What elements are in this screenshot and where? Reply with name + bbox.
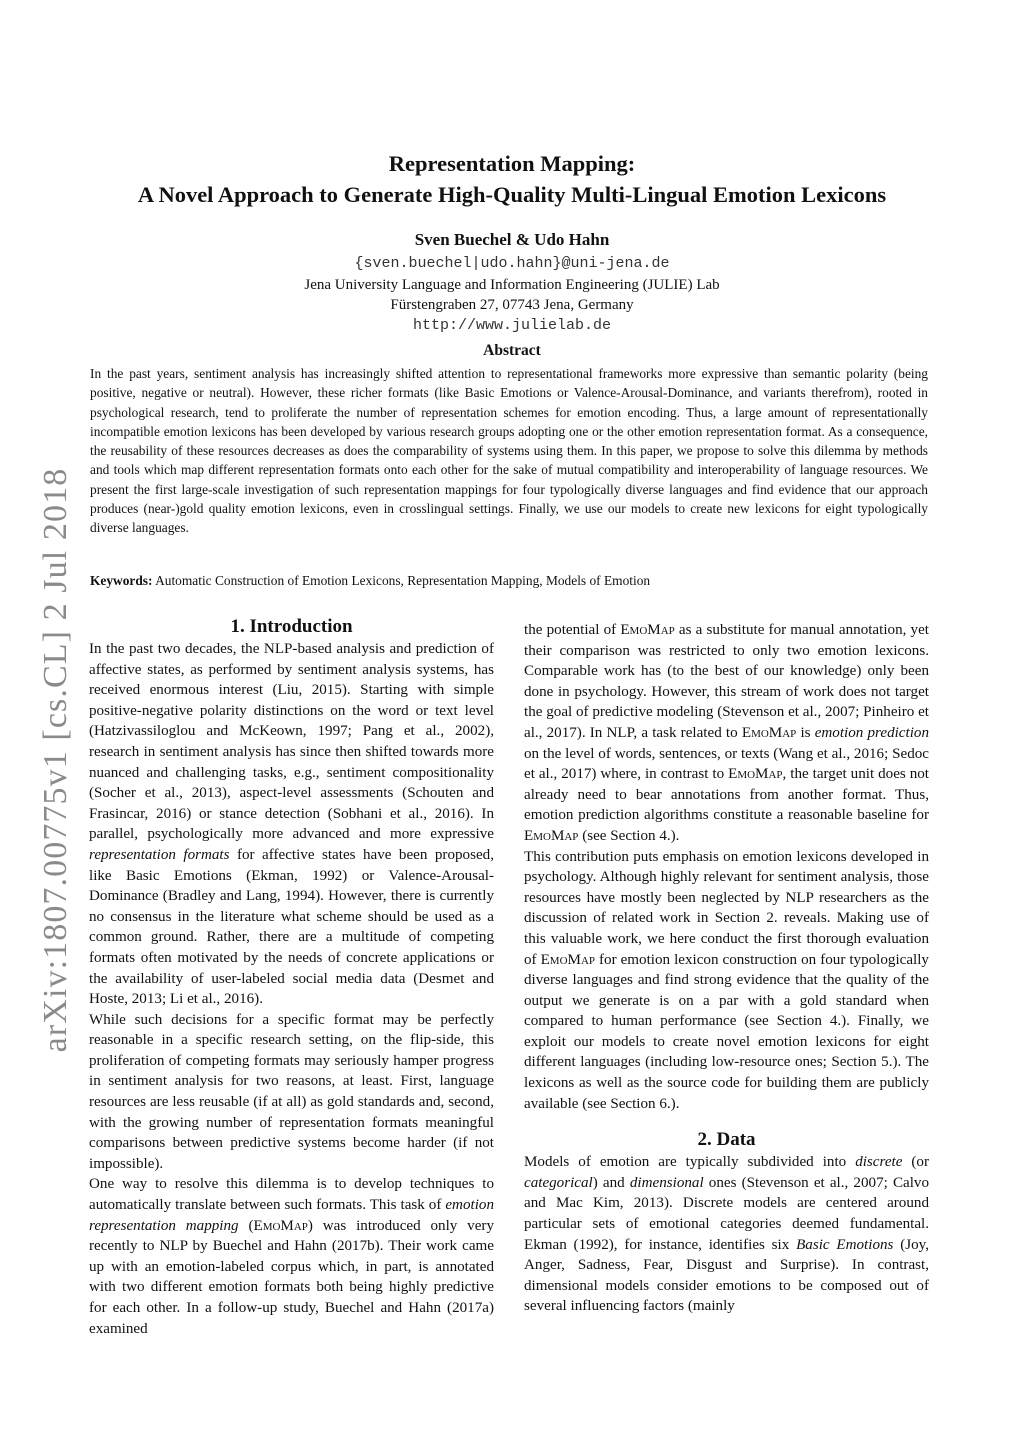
- data-p1-em-categorical: categorical: [524, 1174, 593, 1191]
- data-p1-text-b: (or: [902, 1154, 930, 1171]
- intro-paragraph-2: While such decisions for a specific format may be perfectly reasonable in a specific research setting, on the flip-side, this proliferation of competing formats may seriously hamper progress in sentiment analysis for two reasons, at least. First, language resources are less reusable (if at all) as gold standards and, second, with the growing number of representation formats meaningful comparisons between predictive systems become harder (if not impossible).: [89, 1011, 494, 1172]
- author-emails: {sven.buechel|udo.hahn}@uni-jena.de: [354, 255, 670, 272]
- emomap-term: EmoMap: [540, 951, 596, 968]
- emomap-term: EmoMap: [741, 724, 797, 741]
- affiliation-block: [0, 254, 1024, 336]
- intro-paragraph-4: [524, 620, 929, 847]
- data-p1-em-discrete: discrete: [855, 1154, 903, 1171]
- emomap-term: EmoMap: [620, 622, 675, 638]
- section-spacer: [524, 1114, 929, 1128]
- intro-p3-text-b: (: [238, 1217, 254, 1234]
- intro-p5-text-b: for emotion lexicon construction on four typologically diverse languages and find strong evidence that the quality of the output we generate is on a par with a gold standard when compared to human performance (see Section 4.). Finally, we exploit our models to create novel emotion lexicons for eight different languages (including low-resource ones; Section 5.). The lexicons as well as the source code for building them are publicly available (see Section 6.).: [524, 951, 929, 1112]
- intro-p5-text-a: This contribution puts emphasis on emotion lexicons developed in psychology. Although highly relevant for sentiment analysis, those resources have mostly been neglected by NLP researchers as the discussion of related work in Section 2. reveals. Making use of this valuable work, we here conduct the first thorough evaluation of: [524, 848, 929, 968]
- data-p1-em-dimensional: dimensional: [629, 1174, 704, 1191]
- paper-title: [0, 148, 1024, 210]
- intro-p3-text-a: One way to resolve this dilemma is to develop techniques to automatically translate between such formats. This task of: [89, 1176, 494, 1214]
- intro-paragraph-5: [524, 847, 929, 1115]
- keywords-label: Keywords:: [90, 573, 153, 588]
- intro-p1-text-a: In the past two decades, the NLP-based analysis and prediction of affective states, as performed by sentiment analysis systems, has received enormous interest (Liu, 2015). Starting with simple positive-negative polarity distinctions on the word or text level (Hatzivassiloglou and McKeown, 1997; Pang et al., 2002), research in sentiment analysis has since then shifted towards more nuanced and challenging tasks, e.g., sentiment compositionality (Socher et al., 2013), aspect-level assessments (Schouten and Frasincar, 2016) or stance detection (Sobhani et al., 2016). In parallel, psychologically more advanced and more expressive: [89, 641, 494, 843]
- emomap-term: EmoMap: [253, 1217, 308, 1234]
- emomap-term: EmoMap: [524, 827, 579, 844]
- authors: Sven Buechel & Udo Hahn: [414, 230, 610, 249]
- intro-paragraph-1: [89, 639, 494, 1010]
- data-p1-em-basic-emotions: Basic Emotions: [796, 1236, 894, 1253]
- intro-p4-text-c: is: [796, 724, 815, 741]
- intro-p4-text-d: on the level of words, sentences, or texts (Wang et al., 2016; Sedoc et al., 2017) where, in contrast to: [524, 745, 929, 783]
- abstract-text: In the past years, sentiment analysis has increasingly shifted attention to representational frameworks more expressive than semantic polarity (being positive, negative or neutral). However, these richer formats (like Basic Emotions or Valence-Arousal-Dominance, and variants therefrom), rooted in psychological research, tend to proliferate the number of representation schemes for emotion encoding. Thus, a large amount of representationally incompatible emotion lexicons has been developed by various research groups adopting one or the other emotion representation format. As a consequence, the reusability of these resources decreases as does the comparability of systems using them. In this paper, we propose to solve this dilemma by methods and tools which map different representation formats onto each other for the sake of mutual compatibility and interoperability of language resources. We present the first large-scale investigation of such representation mappings for four typologically diverse languages and find evidence that our approach produces (near-)gold quality emotion lexicons, even in crosslingual settings. Finally, we use our models to create new lexicons for eight typologically diverse languages.: [90, 366, 928, 536]
- section-2-heading: 2. Data: [697, 1129, 756, 1151]
- section-1-heading: 1. Introduction: [230, 616, 353, 637]
- keywords: [90, 571, 928, 590]
- intro-p3-text-c: ) was introduced only very recently to NLP by Buechel and Hahn (2017b). Their work came up with an emotion-labeled corpus which, in part, is annotated with two different emotion formats both being highly predictive for each other. In a follow-up study, Buechel and Hahn (2017a) examined: [89, 1217, 494, 1337]
- intro-paragraph-3: [89, 1174, 494, 1339]
- keywords-text: Automatic Construction of Emotion Lexicons, Representation Mapping, Models of Emotion: [155, 573, 651, 588]
- data-paragraph-1: [524, 1152, 929, 1317]
- intro-p3-emphasis: emotion representation mapping: [89, 1197, 494, 1234]
- intro-p4-text-a: the potential of: [524, 622, 621, 638]
- title-line-2: A Novel Approach to Generate High-Quality Multi-Lingual Emotion Lexicons: [137, 182, 887, 207]
- intro-p4-text-b: as a substitute for manual annotation, yet their comparison was restricted to only two emotion lexicons. Comparable work has (to the best of our knowledge) only been done in psychology. However, this stream of work does not target the goal of predictive modeling (Stevenson et al., 2007; Pinheiro et al., 2017). In NLP, a task related to: [524, 622, 929, 741]
- address: Fürstengraben 27, 07743 Jena, Germany: [390, 297, 634, 313]
- left-column: [89, 615, 494, 1339]
- data-p1-text-e: (Joy, Anger, Sadness, Fear, Disgust and Surprise). In contrast, dimensional models consider emotions to be composed out of several influencing factors (mainly: [524, 1236, 929, 1315]
- affiliation: Jena University Language and Information Engineering (JULIE) Lab: [304, 276, 720, 293]
- lab-url[interactable]: http://www.julielab.de: [412, 316, 612, 334]
- intro-p1-text-b: for affective states have been proposed, like Basic Emotions (Ekman, 1992) or Valence-Arousal-Dominance (Bradley and Lang, 1994). However, there is currently no consensus in the literature what scheme should be used as a common ground. Rather, there are a multitude of competing formats often motivated by the needs of concrete applications or the availability of user-labeled social media data (Desmet and Hoste, 2013; Li et al., 2016).: [89, 846, 494, 1008]
- intro-p4-emphasis: emotion prediction: [814, 724, 929, 741]
- data-p1-text-d: ones (Stevenson et al., 2007; Calvo and Mac Kim, 2013). Discrete models are centered around particular sets of emotional categories deemed fundamental. Ekman (1992), for instance, identifies six: [524, 1174, 929, 1253]
- abstract-heading: Abstract: [483, 342, 541, 359]
- arxiv-id-text: arXiv:1807.00775v1 [cs.CL] 2 Jul 2018: [37, 467, 74, 1053]
- right-column: [524, 620, 929, 1317]
- intro-p4-text-f: (see Section 4.).: [578, 827, 680, 844]
- intro-p4-text-e: , the target unit does not already need to bear annotations from another format. Thus, emotion prediction algorithms constitute a reasonable baseline for: [524, 766, 929, 824]
- title-line-1: Representation Mapping:: [388, 151, 636, 176]
- data-p1-text-c: ) and: [592, 1174, 630, 1191]
- emomap-term: EmoMap: [728, 766, 783, 783]
- intro-p1-emphasis: representation formats: [89, 846, 230, 863]
- data-p1-text-a: Models of emotion are typically subdivided into: [524, 1154, 856, 1171]
